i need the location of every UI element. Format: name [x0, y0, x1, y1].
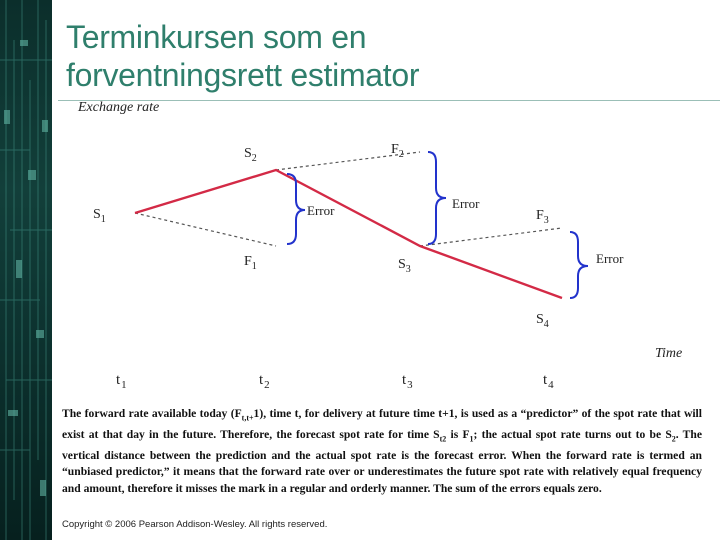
- explanation-paragraph: The forward rate available today $(F_{t,t+}1)$, time t, for delivery at future time t+1, is used as a “predictor” of the spot rate that will exist at that day in the future. Therefore, the forecast spot rate for time $S_{t2}$ is $F_1$; the actual spot rate turns out to be $S_2$. The vertical distance between the prediction and the actual spot rate is the forecast error. When the forward rate is termed an “unbiased predictor,” it means that the forward rate over or underestimates the future spot rate with relatively equal frequency and amount, therefore it misses the mark in a regular and orderly manner. The sum of the errors equals zero.: [62, 407, 703, 495]
- title-line-1: Terminkursen som en: [66, 19, 367, 55]
- error-label-2: Error: [452, 196, 480, 211]
- label-f2: $F_2$: [391, 142, 404, 160]
- copyright-notice: Copyright © 2006 Pearson Addison-Wesley. All rights reserved.: [62, 519, 328, 530]
- error-brace-2: [428, 152, 446, 244]
- label-f1: $F_1$: [244, 254, 257, 272]
- title-line-2: forventningsrett estimator: [66, 57, 420, 93]
- error-label-1: Error: [307, 203, 335, 218]
- error-label-3: Error: [596, 251, 624, 266]
- label-f3: $F_3$: [536, 208, 549, 226]
- time-tick-t1: $t_1$: [116, 372, 128, 391]
- spot-rate-line: [135, 170, 562, 298]
- x-axis-label: Time: [655, 346, 683, 361]
- label-s2: $S_2$: [244, 146, 257, 164]
- label-s4: $S_4$: [536, 312, 549, 330]
- y-axis-label: Exchange rate: [78, 100, 160, 115]
- time-tick-t3: $t_3$: [402, 372, 414, 391]
- time-tick-t2: $t_2$: [259, 372, 271, 391]
- label-s3: $S_3$: [398, 257, 411, 275]
- dashed-line-s1-f1: [135, 213, 276, 246]
- error-brace-3: [570, 232, 588, 298]
- dashed-line-s3-f3: [420, 228, 562, 246]
- label-s1: $S_1$: [93, 207, 106, 225]
- time-tick-t4: $t_4$: [543, 372, 555, 391]
